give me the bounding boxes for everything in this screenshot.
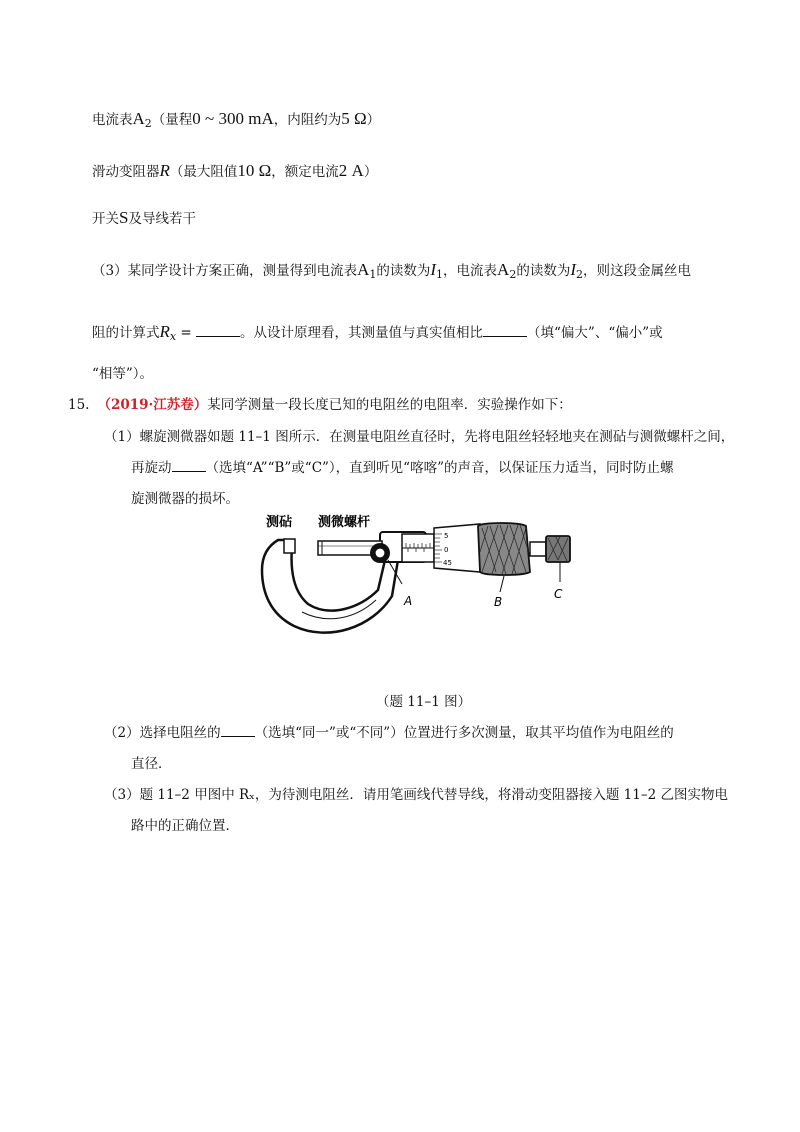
ammeter-a2-line: [92, 108, 380, 130]
text: 再旋动: [131, 460, 172, 476]
rated-current: 2 A: [338, 161, 364, 180]
text: 电流表: [92, 112, 133, 128]
subscript: 2: [509, 268, 517, 281]
text: （选填“同一”或“不同”）位置进行多次测量，取其平均值作为电阻丝的: [254, 725, 674, 741]
p15-q3-line-1: [104, 783, 728, 803]
caption-text: （题 11–1 图）: [376, 694, 472, 710]
problem-number: 15.: [68, 397, 90, 413]
ratchet-c: [546, 536, 570, 562]
text: ，额定电流: [271, 164, 339, 180]
p15-q1-line-3: [131, 487, 239, 507]
text: （填“偏大”、“偏小”或: [527, 325, 663, 341]
rheostat-line: [92, 160, 377, 181]
range-value: 0 ~ 300 mA: [192, 109, 274, 128]
switch-line: [92, 207, 196, 228]
label-b: B: [494, 595, 503, 609]
text: 的读数为: [376, 263, 431, 279]
text: 直径．: [131, 756, 172, 772]
text: 。从设计原理看，其测量值与真实值相比: [240, 325, 484, 341]
text: 阻的计算式: [92, 325, 160, 341]
q3-line-1: [92, 259, 691, 281]
subscript: 1: [369, 268, 377, 281]
scale-label-0: 0: [444, 546, 449, 554]
p15-q2-line-2: [131, 752, 172, 772]
text: ，则这段金属丝电: [583, 263, 691, 279]
text: 路中的正确位置．: [131, 818, 239, 834]
scale-label-45: 45: [443, 559, 452, 567]
text: “相等”）。: [92, 366, 154, 382]
symbol-a1: A: [357, 260, 370, 279]
symbol-i1: I: [430, 260, 437, 279]
symbol-a2: A: [497, 260, 510, 279]
answer-blank[interactable]: [196, 324, 240, 337]
text: ）: [363, 164, 378, 180]
text: ，电流表: [443, 263, 498, 279]
symbol-i2: I: [570, 260, 576, 279]
subscript: x: [169, 330, 177, 343]
answer-blank[interactable]: [221, 724, 255, 737]
text: =: [176, 325, 197, 341]
label-anvil: 测砧: [266, 515, 293, 530]
problem-15-header: [68, 393, 572, 413]
label-a: A: [404, 594, 413, 608]
label-spindle: 测微螺杆: [318, 515, 371, 530]
p15-q3-line-2: [131, 814, 239, 834]
text: （最大阻值: [169, 164, 238, 180]
text: 及导线若干: [128, 211, 196, 227]
scale-label-5: 5: [444, 532, 449, 540]
text: （选填“A”“B”或“C”），直到听见“喀喀”的声音，以保证压力适当，同时防止螺: [205, 460, 674, 476]
answer-blank[interactable]: [483, 324, 527, 337]
answer-blank[interactable]: [172, 459, 206, 472]
ratchet-neck: [530, 542, 546, 556]
label-c: C: [554, 587, 563, 601]
resistance-value: 5 Ω: [341, 109, 367, 128]
text: （量程: [151, 112, 193, 128]
text: （3）某同学设计方案正确，测量得到电流表: [92, 263, 358, 279]
p15-q1-line-1: [104, 425, 734, 445]
text: 的读数为: [516, 263, 571, 279]
text: 开关: [92, 211, 119, 227]
symbol-r: R: [159, 161, 170, 180]
text: 旋测微器的损坏。: [131, 491, 239, 507]
max-resistance: 10 Ω: [237, 161, 272, 180]
subscript: 2: [144, 117, 152, 130]
p15-q1-line-2: [131, 456, 673, 476]
symbol-s: S: [119, 208, 129, 227]
symbol-rx: R: [159, 322, 170, 341]
text: ）: [366, 112, 381, 128]
text: （3）题 11–2 甲图中 Rₓ，为待测电阻丝．请用笔画线代替导线，将滑动变阻器接入题 11–2 乙图实物电: [104, 787, 728, 803]
symbol-a: A: [132, 109, 145, 128]
p15-q2-line-1: [104, 721, 674, 741]
anvil: [284, 539, 295, 553]
subscript: 1: [436, 268, 444, 281]
problem-source: （2019·江苏卷）: [97, 397, 208, 413]
q3-line-2: [92, 321, 663, 343]
micrometer-figure: [230, 510, 610, 670]
text: （2）选择电阻丝的: [104, 725, 221, 741]
thimble: [434, 524, 480, 572]
q3-line-3: [92, 362, 153, 382]
figure-caption: [376, 690, 471, 710]
subscript: 2: [576, 268, 583, 281]
problem-stem: 某同学测量一段长度已知的电阻丝的电阻率．实验操作如下：: [207, 397, 572, 413]
text: ，内阻约为: [273, 112, 342, 128]
text: （1）螺旋测微器如题 11–1 图所示．在测量电阻丝直径时，先将电阻丝轻轻地夹在测砧与测微螺杆之间，: [104, 429, 735, 445]
text: 滑动变阻器: [92, 164, 160, 180]
